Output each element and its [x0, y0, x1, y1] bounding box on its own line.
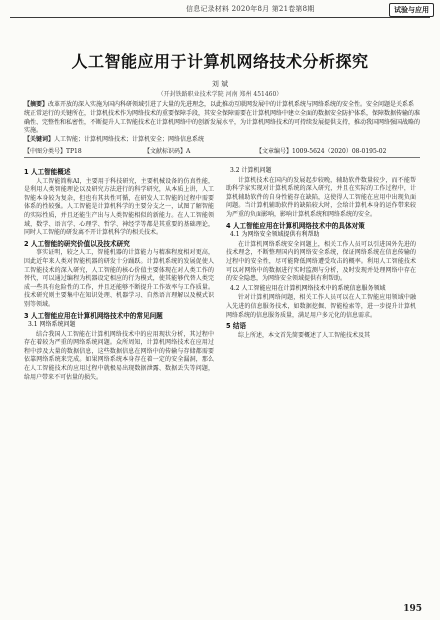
- abstract: [24, 101, 420, 136]
- section-heading: 3 人工智能应用在计算机网络技术中的常见问题: [24, 311, 163, 320]
- left-column: [24, 166, 214, 382]
- abstract-text: 改革开放的深入实施为国内科研领域引进了大量的先进理念，以此推动互联网发展中的计算机系统与网络系统的安全性。安全问题是关系系统正常运行的关键所在，计算机技术作为网络技术的重要保障手段，其安全保障需要在计算机网络中建立全面的数据安全防护体系，保障数据传输的准确性、完整性和私密性，不断提升人工智能技术在计算机网络中的创新发展水平，为计算机网络技术的可持续发展提供支持，推动我国网络强国战略的实施。: [24, 101, 421, 135]
- section-heading: 4 人工智能应用在计算机网络技术中的具体对策: [226, 221, 365, 230]
- classification-row: [24, 146, 420, 156]
- section-heading: 2 人工智能的研究价值以及技术研究: [24, 239, 130, 248]
- subsection-heading: 3.2 计算机问题: [230, 167, 272, 174]
- clc-number: 【中图分类号】TP18: [24, 148, 82, 155]
- meta-divider: [24, 157, 420, 158]
- section-heading: 5 结语: [226, 322, 247, 331]
- page-header: [0, 0, 440, 20]
- paragraph: 计算机技术在国内的发展起步较晚，辅助软件数量较少，而不能帮助科学家实现对计算机系统的深入研究，并且在实际的工作过程中，计算机辅助软件的自身性能存在缺陷，这使得人工智能在应用中出现负面问题。当计算机辅助软件的缺陷较大时，会给计算机本身的运作带来较为严重的负面影响，影响计算机系统和网络系统的安全。: [226, 176, 416, 218]
- journal-info: 信息记录材料 2020年8月 第21卷第8期: [186, 5, 315, 13]
- paragraph: 在计算机网络系统安全问题上，相关工作人员可以引进国外先进的技术理念，不断整理国内的网络安全系统，保证网络系统在信息传输的过程中的安全性，尽可能降低网络遭受攻击的概率。利用人工智能技术可以对网络中的数据进行实时监测与分析，及时发现并处理网络中存在的安全隐患，为网络安全领域提供有利帮助。: [226, 240, 416, 283]
- keywords-text: 人工智能；计算机网络技术；计算机安全；网络信息系统: [54, 136, 205, 143]
- keywords-label: 【关键词】: [24, 136, 55, 143]
- document-code: 【文献标识码】A: [144, 148, 191, 155]
- abstract-label: 【摘要】: [24, 101, 49, 108]
- paragraph: 综上所述，本文首先简要概述了人工智能技术及其: [238, 331, 371, 339]
- header-divider: [10, 17, 430, 18]
- subsection-heading: 4.2 人工智能应用在计算机网络技术中的系统信息服务领域: [230, 284, 386, 292]
- page-number: 195: [403, 604, 422, 614]
- paragraph: 针对计算机网络问题，相关工作人员可以在人工智能应用领域中融入先进的信息服务技术，如数据挖掘、智能检索等，进一步提升计算机网络系统的信息服务质量，满足用户多元化的信息需求。: [226, 294, 416, 319]
- right-column: [226, 166, 416, 340]
- paragraph: 事实证明，较之人工，智能机器的计算能力与精准程度相对更高，因此近年来人类对智能机器的研发十分踊跃。计算机系统的发展促使人工智能技术的深入研究，人工智能的核心价值主要体现在对人类工作的替代，可以通过编程为机器设定相应的行为模式，使其能够代替人类完成一些具有危险性的工作，并且还能够不断提升工作效率与工作质量。技术研究则主要集中在知识处理、机器学习、自然语言理解以及模式识别等领域。: [24, 249, 214, 308]
- article-id: 【文章编号】1009-5624（2020）08-0195-02: [256, 148, 387, 155]
- author-affiliation: （开封铁路职业技术学院 河南 郑州 451460）: [157, 91, 283, 98]
- keywords: [24, 136, 420, 145]
- author-name: 刘 斌: [211, 80, 229, 88]
- paragraph: 结合我国人工智能在计算机网络技术中的应用现状分析，其过程中存在着较为严重的网络系统问题。众所周知，计算机网络技术在应用过程中涉及大量的数据信息，这些数据信息在网络中的传输与存储都需要依靠网络系统来完成。如果网络系统本身存在着一定的安全漏洞，那么在人工智能技术的应用过程中就极易出现数据泄露、数据丢失等问题，给用户带来不可估量的损失。: [24, 330, 214, 381]
- article-title: 人工智能应用于计算机网络技术分析探究: [71, 52, 369, 71]
- paragraph: 人工智能简称AI，主要用于科技研究，主要机械设备的仿真性能，是利用人类智能理论以及研究方法进行的科学研究，从本质上讲，人工智能本身较为复杂，但也有其共性可循，在研发人工智能的过程中需要体系的性较强。人工智能是计算机科学的主要分支之一，试图了解智能的实际性质，并且还能生产出与人类智能相似的新能力。在人工智能领域，数学、语言学、心理学、哲学、神经学等都是其重要的基础理论，同时人工智能的研发离不开计算机科学的相关技术。: [24, 177, 214, 237]
- section-heading: 1 人工智能概述: [24, 168, 71, 176]
- section-badge: 试验与应用: [389, 3, 434, 17]
- subsection-heading: 4.1 为网络安全领域提供有利帮助: [230, 231, 320, 239]
- subsection-heading: 3.1 网络系统问题: [28, 321, 76, 329]
